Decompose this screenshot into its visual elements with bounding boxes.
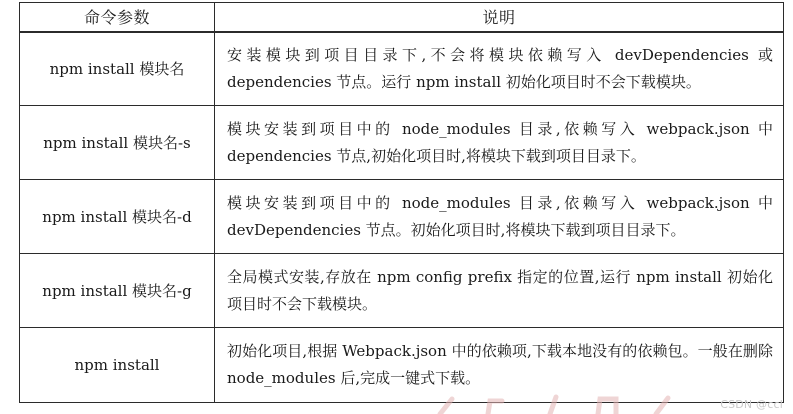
command-cell: npm install: [20, 328, 215, 403]
description-cell: 初始化项目,根据 Webpack.json 中的依赖项,下载本地没有的依赖包。一般在删除 node_modules 后,完成一键式下载。: [215, 328, 784, 403]
command-cell: npm install 模块名-d: [20, 180, 215, 254]
description-cell: 安装模块到项目目录下,不会将模块依赖写入 devDependencies 或 dependencies 节点。运行 npm install 初始化项目时不会下载模块。: [215, 32, 784, 106]
table-row: [20, 180, 784, 254]
description-cell: 全局模式安装,存放在 npm config prefix 指定的位置,运行 npm install 初始化项目时不会下载模块。: [215, 254, 784, 328]
description-cell: 模块安装到项目中的 node_modules 目录,依赖写入 webpack.json 中 dependencies 节点,初始化项目时,将模块下载到项目目录下。: [215, 106, 784, 180]
column-header-description: 说明: [215, 3, 784, 32]
description-cell: 模块安装到项目中的 node_modules 目录,依赖写入 webpack.json 中 devDependencies 节点。初始化项目时,将模块下载到项目目录下。: [215, 180, 784, 254]
table-row: [20, 328, 784, 403]
column-header-command: 命令参数: [20, 3, 215, 32]
table-header-row: [20, 3, 784, 32]
command-cell: npm install 模块名-s: [20, 106, 215, 180]
command-cell: npm install 模块名-g: [20, 254, 215, 328]
csdn-watermark: CSDN @ccl: [720, 398, 783, 411]
table-row: [20, 254, 784, 328]
table-row: [20, 106, 784, 180]
npm-install-parameters-table: [19, 2, 784, 403]
command-cell: npm install 模块名: [20, 32, 215, 106]
table-row: [20, 32, 784, 106]
